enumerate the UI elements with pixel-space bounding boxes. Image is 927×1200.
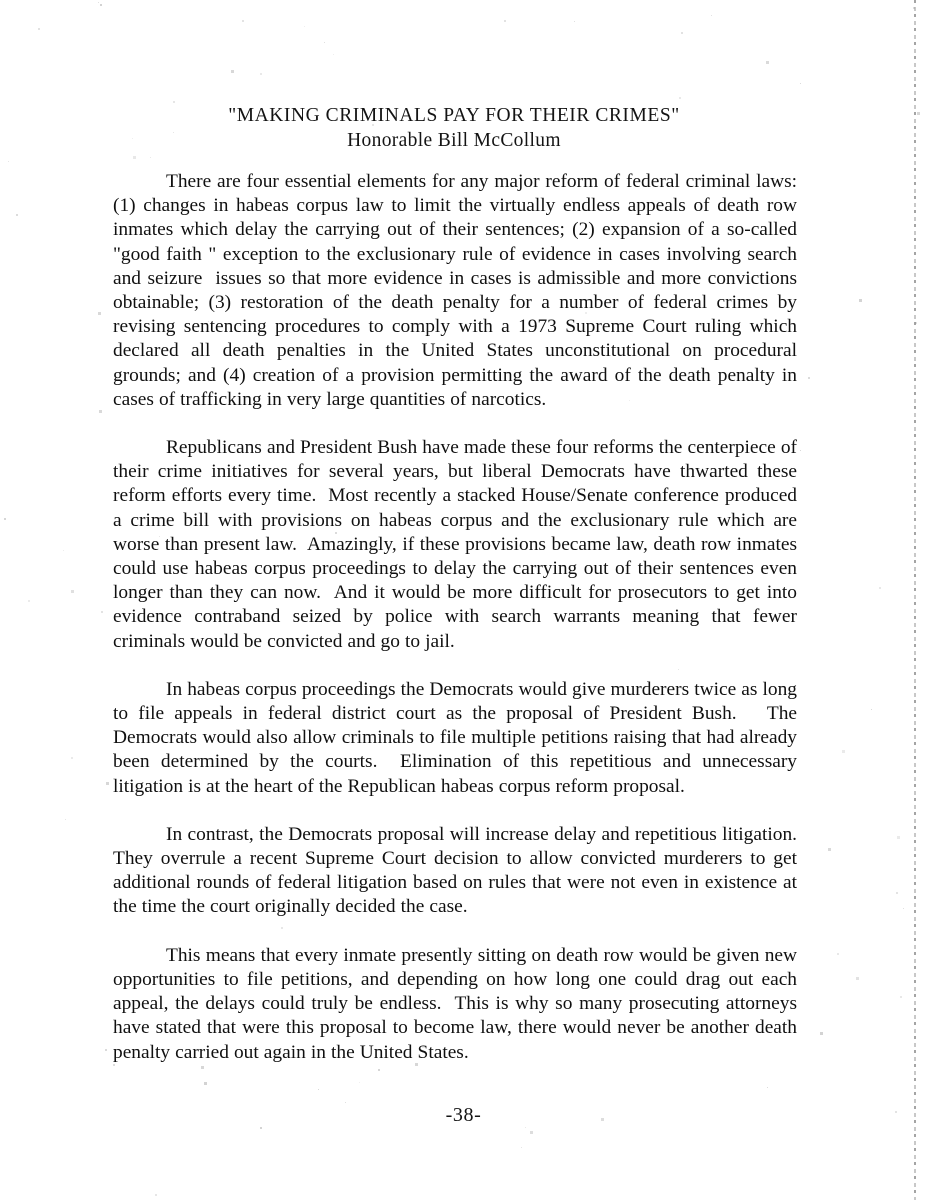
document-author: Honorable Bill McCollum [347,130,561,151]
page-number: -38- [445,1104,482,1126]
document-heading [113,103,795,154]
paragraph-3: In habeas corpus proceedings the Democrats would give murderers twice as long to file appeals in federal district court as the proposal of President Bush. The Democrats would also allow criminals to file multiple petitions raising that had already been determined by the courts. Elimination of this repetitious and unnecessary litigation is at the heart of the Republican habeas corpus reform proposal. [113,678,803,797]
paragraph-1: There are four essential elements for any major reform of federal criminal laws: (1) changes in habeas corpus law to limit the virtually endless appeals of death row inmates which delay the carrying out of their sentences; (2) expansion of a so-called "good faith " exception to the exclusionary rule of evidence in cases involving search and seizure issues so that more evidence in cases is admissible and more convictions obtainable; (3) restoration of the death penalty for a number of federal crimes by revising sentencing procedures to comply with a 1973 Supreme Court ruling which declared all death penalties in the United States unconstitutional on procedural grounds; and (4) creation of a provision permitting the award of the death penalty in cases of trafficking in very large quantities of narcotics. [113,171,803,410]
paragraph-4: In contrast, the Democrats proposal will increase delay and repetitious litigation. They overrule a recent Supreme Court decision to allow convicted murderers to get additional rounds of federal litigation based on rules that were not even in existence at the time the court originally decided the case. [113,823,808,918]
scan-edge-artifact [914,0,916,1200]
paragraph-5: This means that every inmate presently sitting on death row would be given new opportunities to file petitions, and depending on how long one could drag out each appeal, the delays could truly be endless. This is why so many prosecuting attorneys have stated that were this proposal to become law, there would never be another death penalty carried out again in the United States. [113,944,803,1063]
document-body [113,170,808,1065]
paragraph-2: Republicans and President Bush have made these four reforms the centerpiece of their crime initiatives for several years, but liberal Democrats have thwarted these reform efforts every time. Most recently a stacked House/Senate conference produced a crime bill with provisions on habeas corpus and the exclusionary rule which are worse than present law. Amazingly, if these provisions became law, death row inmates could use habeas corpus proceedings to delay the carrying out of their sentences even longer than they can now. And it would be more difficult for prosecutors to get into evidence contraband seized by police with search warrants meaning that fewer criminals would be convicted and go to jail. [113,437,803,652]
page-title: "MAKING CRIMINALS PAY FOR THEIR CRIMES" [228,105,680,126]
